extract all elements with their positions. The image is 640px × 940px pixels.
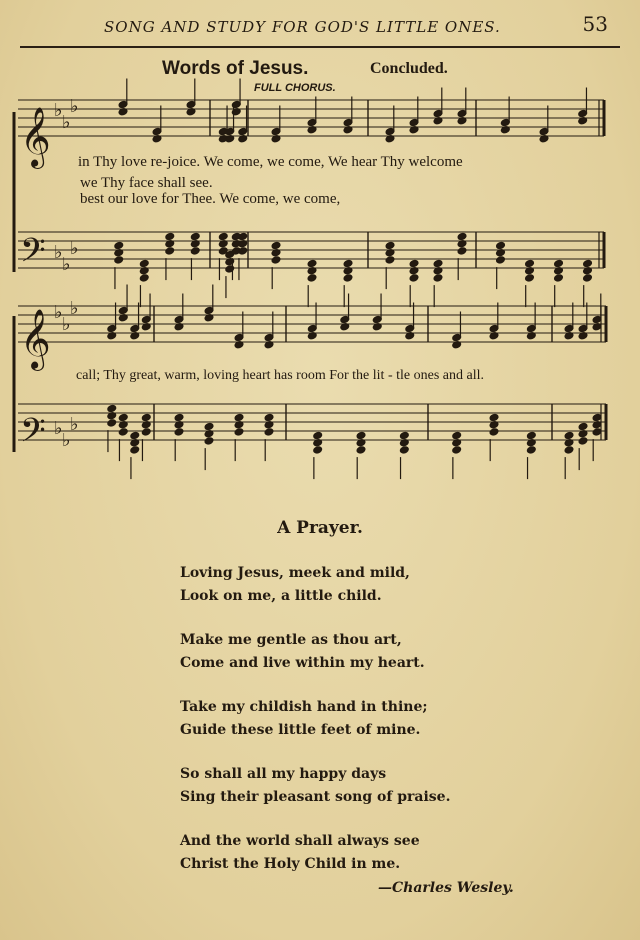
note-head — [356, 431, 366, 440]
poem-line: So shall all my happy days — [180, 766, 387, 782]
note-head — [526, 431, 536, 440]
note-head — [343, 259, 353, 268]
flat-icon: ♭ — [54, 100, 63, 121]
note-head — [564, 446, 574, 455]
flat-icon: ♭ — [54, 242, 63, 263]
note-head — [399, 446, 409, 455]
note-head — [204, 422, 214, 431]
note-head — [165, 232, 175, 241]
note-head — [554, 259, 564, 268]
poem-line: Take my childish hand in thine; — [180, 699, 428, 715]
key-signatures — [54, 96, 79, 451]
note-head — [496, 256, 506, 265]
poem-title: A Prayer. — [277, 518, 363, 538]
song-title: Words of Jesus. — [162, 58, 309, 79]
note-head — [554, 274, 564, 283]
note-head — [489, 413, 499, 422]
note-head — [343, 274, 353, 283]
poem-stanza — [180, 629, 520, 675]
note-head — [139, 259, 149, 268]
note-head — [204, 437, 214, 446]
note-head — [114, 241, 124, 250]
flat-icon: ♭ — [62, 254, 71, 275]
note-head — [578, 422, 588, 431]
treble-clef-icon: 𝄞 — [20, 309, 51, 369]
treble-clef-icon: 𝄞 — [20, 107, 51, 167]
note-head — [313, 446, 323, 455]
note-head — [313, 431, 323, 440]
poem-stanza — [180, 562, 520, 608]
lyric-line-4: call; Thy great, warm, loving heart has room For the lit - tle ones and all. — [76, 368, 484, 383]
system-2-bass-staff — [18, 404, 606, 440]
note-head — [165, 247, 175, 256]
note-head — [130, 446, 140, 455]
note-head — [190, 247, 200, 256]
poem-line: Loving Jesus, meek and mild, — [180, 565, 410, 581]
note-head — [385, 256, 395, 265]
poem-line: Christ the Holy Child in me. — [180, 856, 401, 872]
lyric-line-1: in Thy love re-joice. We come, we come, We hear Thy welcome — [78, 154, 463, 170]
poem-stanza — [180, 830, 520, 876]
note-head — [578, 437, 588, 446]
note-head — [433, 259, 443, 268]
note-head — [264, 413, 274, 422]
clefs — [20, 107, 51, 458]
flat-icon: ♭ — [54, 302, 63, 323]
note-head — [218, 232, 228, 241]
note-head — [307, 259, 317, 268]
note-head — [564, 431, 574, 440]
poem-stanza — [180, 763, 520, 809]
poem-line: Make me gentle as thou art, — [180, 632, 402, 648]
note-head — [141, 428, 151, 437]
poem-line: And the world shall always see — [180, 833, 420, 849]
poem-body — [180, 562, 520, 897]
note-head — [525, 259, 535, 268]
note-head — [399, 431, 409, 440]
note-head — [234, 413, 244, 422]
bass-clef-icon: 𝄢 — [20, 232, 46, 278]
note-head — [385, 241, 395, 250]
note-head — [583, 274, 593, 283]
flat-icon: ♭ — [70, 298, 79, 319]
note-head — [583, 259, 593, 268]
poem-line: Come and live within my heart. — [180, 655, 425, 671]
flat-icon: ♭ — [70, 238, 79, 259]
flat-icon: ♭ — [70, 96, 79, 117]
note-head — [130, 431, 140, 440]
lyric-line-2: we Thy face shall see. — [80, 175, 213, 191]
note-head — [271, 241, 281, 250]
note-head — [457, 232, 467, 241]
song-continuation-note: Concluded. — [370, 60, 448, 77]
note-head — [107, 404, 117, 413]
note-head — [525, 274, 535, 283]
poem-attribution: —Charles Wesley. — [378, 880, 514, 896]
note-head — [190, 232, 200, 241]
notes — [107, 79, 602, 480]
poem-stanza — [180, 696, 520, 742]
running-head: SONG AND STUDY FOR GOD'S LITTLE ONES. — [104, 18, 501, 36]
flat-icon: ♭ — [70, 414, 79, 435]
note-head — [433, 274, 443, 283]
poem-line: Look on me, a little child. — [180, 588, 382, 604]
note-head — [452, 431, 462, 440]
flat-icon: ♭ — [54, 418, 63, 439]
note-head — [271, 256, 281, 265]
note-head — [234, 428, 244, 437]
note-head — [307, 274, 317, 283]
note-head — [174, 413, 184, 422]
page-number: 53 — [582, 12, 608, 36]
flat-icon: ♭ — [62, 314, 71, 335]
note-head — [118, 428, 128, 437]
note-head — [452, 446, 462, 455]
poem-line: Sing their pleasant song of praise. — [180, 789, 451, 805]
note-head — [264, 428, 274, 437]
flat-icon: ♭ — [62, 430, 71, 451]
note-head — [526, 446, 536, 455]
note-head — [174, 428, 184, 437]
note-head — [409, 274, 419, 283]
note-head — [496, 241, 506, 250]
note-head — [141, 413, 151, 422]
note-head — [457, 247, 467, 256]
chorus-label: FULL CHORUS. — [254, 82, 336, 94]
bass-clef-icon: 𝄢 — [20, 412, 46, 458]
note-head — [118, 413, 128, 422]
note-head — [139, 274, 149, 283]
note-head — [107, 419, 117, 428]
lyric-line-3: best our love for Thee. We come, we come, — [80, 191, 341, 207]
note-head — [225, 265, 235, 274]
flat-icon: ♭ — [62, 112, 71, 133]
note-head — [489, 428, 499, 437]
poem-line: Guide these little feet of mine. — [180, 722, 421, 738]
note-head — [114, 256, 124, 265]
note-head — [356, 446, 366, 455]
note-head — [409, 259, 419, 268]
